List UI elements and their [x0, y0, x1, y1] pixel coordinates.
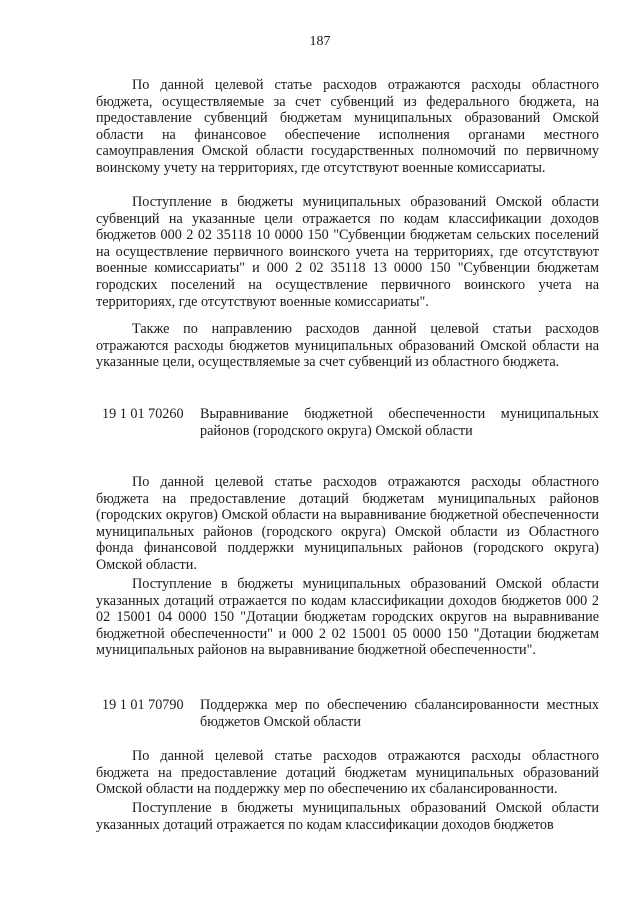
section-title: Поддержка мер по обеспечению сбалансированности местных бюджетов Омской области [200, 697, 599, 730]
page-number: 187 [309, 34, 331, 49]
section-code: 19 1 01 70790 [102, 697, 184, 713]
paragraph-1: По данной целевой статье расходов отражаются расходы областного бюджета, осуществляемые за счет субвенций из федерального бюджета, на предоставление субвенций бюджетам муниципальных образований Омской области на финансовое обеспечение исполнения органами местного самоуправления Омской области государственных полномочий по первичному воинскому учету на территориях, где отсутствуют военные комиссариаты. [96, 77, 599, 176]
paragraph-4: По данной целевой статье расходов отражаются расходы областного бюджета на предоставление дотаций бюджетам муниципальных районов (городских округов) Омской области на выравнивание бюджетной обеспеченности муниципальных районов (городского округа) Омской области из Областного фонда финансовой поддержки муниципальных районов (городского округа) Омской области. [96, 474, 599, 573]
paragraph-5: Поступление в бюджеты муниципальных образований Омской области указанных дотаций отражается по кодам классификации доходов бюджетов 000 2 02 15001 04 0000 150 "Дотации бюджетам городских округов на выравнивание бюджетной обеспеченности" и 000 2 02 15001 05 0000 150 "Дотации бюджетам муниципальных районов на выравнивание бюджетной обеспеченности". [96, 576, 599, 659]
section-code: 19 1 01 70260 [102, 406, 184, 422]
section-title: Выравнивание бюджетной обеспеченности муниципальных районов (городского округа) Омской области [200, 406, 599, 439]
paragraph-3: Также по направлению расходов данной целевой статьи расходов отражаются расходы бюджетов муниципальных образований Омской области на указанные цели, осуществляемые за счет субвенций из областного бюджета. [96, 321, 599, 371]
paragraph-7: Поступление в бюджеты муниципальных образований Омской области указанных дотаций отражается по кодам классификации доходов бюджетов [96, 800, 599, 833]
paragraph-6: По данной целевой статье расходов отражаются расходы областного бюджета на предоставление дотаций бюджетам муниципальных образований Омской области на поддержку мер по обеспечению их сбалансированности. [96, 748, 599, 798]
paragraph-2: Поступление в бюджеты муниципальных образований Омской области субвенций на указанные цели отражается по кодам классификации доходов бюджетов 000 2 02 35118 10 0000 150 "Субвенции бюджетам сельских поселений на осуществление первичного воинского учета на территориях, где отсутствуют военные комиссариаты" и 000 2 02 35118 13 0000 150 "Субвенции бюджетам городских поселений на осуществление первичного воинского учета на территориях, где отсутствуют военные комиссариаты". [96, 194, 599, 310]
